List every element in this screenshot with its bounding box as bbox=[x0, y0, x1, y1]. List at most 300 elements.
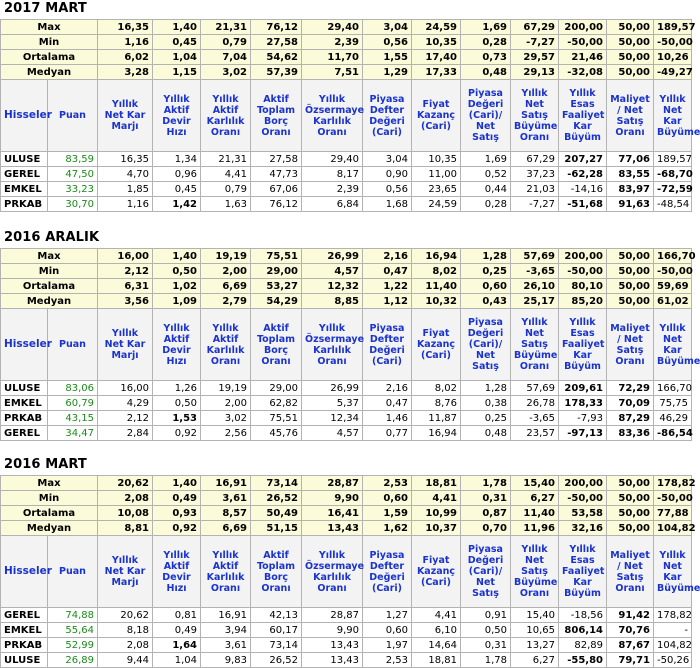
metric-value: 10,65 bbox=[511, 623, 559, 638]
metric-value: -3,65 bbox=[511, 411, 559, 426]
metric-value: 15,40 bbox=[511, 608, 559, 623]
metric-value: 60,17 bbox=[251, 623, 302, 638]
metric-value: 8,18 bbox=[98, 623, 153, 638]
stat-row bbox=[1, 476, 692, 491]
metric-value: 2,00 bbox=[201, 396, 251, 411]
stat-value: 15,40 bbox=[511, 476, 559, 491]
stat-value: 9,90 bbox=[302, 491, 363, 506]
stat-value: 200,00 bbox=[559, 249, 607, 264]
metric-value: 45,76 bbox=[251, 426, 302, 441]
metric-value: 0,60 bbox=[363, 623, 412, 638]
stat-value: 50,00 bbox=[607, 294, 654, 309]
metric-value: 1,28 bbox=[461, 381, 511, 396]
score-value: 83,06 bbox=[48, 381, 98, 396]
stat-label: Ortalama bbox=[1, 279, 98, 294]
stat-value: -3,65 bbox=[511, 264, 559, 279]
metric-value: 75,75 bbox=[654, 396, 692, 411]
stat-value: -50,00 bbox=[654, 264, 692, 279]
column-header: Yıllık Özsermaye Karlılık Oranı bbox=[302, 309, 363, 381]
metric-value: 6,27 bbox=[511, 653, 559, 668]
stat-value: 59,69 bbox=[654, 279, 692, 294]
metric-value: -14,16 bbox=[559, 182, 607, 197]
metric-value: 2,53 bbox=[363, 653, 412, 668]
metric-value: 16,35 bbox=[98, 152, 153, 167]
stat-label: Ortalama bbox=[1, 506, 98, 521]
column-header: Yıllık Net Satış Büyüme Oranı bbox=[511, 536, 559, 608]
metric-value: 62,82 bbox=[251, 396, 302, 411]
column-header: Piyasa Değeri (Cari)/ Net Satış bbox=[461, 80, 511, 152]
stat-value: 61,02 bbox=[654, 294, 692, 309]
column-header-row bbox=[1, 536, 692, 608]
stat-value: 16,41 bbox=[302, 506, 363, 521]
stock-name: GEREL bbox=[1, 167, 48, 182]
metric-value: -48,54 bbox=[654, 197, 692, 212]
metric-value: 1,64 bbox=[153, 638, 201, 653]
stat-value: 77,88 bbox=[654, 506, 692, 521]
stock-name: EMKEL bbox=[1, 182, 48, 197]
metric-value: 16,00 bbox=[98, 381, 153, 396]
column-header: Puan bbox=[48, 536, 98, 608]
stat-value: 0,93 bbox=[153, 506, 201, 521]
score-value: 47,50 bbox=[48, 167, 98, 182]
stat-value: 1,16 bbox=[98, 35, 153, 50]
metric-value: 0,44 bbox=[461, 182, 511, 197]
table-row bbox=[1, 653, 692, 668]
stat-label: Medyan bbox=[1, 294, 98, 309]
column-header: Fiyat Kazanç (Cari) bbox=[412, 309, 461, 381]
metric-value: 16,91 bbox=[201, 608, 251, 623]
stat-value: 57,69 bbox=[511, 249, 559, 264]
metric-value: 14,64 bbox=[412, 638, 461, 653]
metric-value: 79,71 bbox=[607, 653, 654, 668]
metric-value: 19,19 bbox=[201, 381, 251, 396]
metric-value: -7,27 bbox=[511, 197, 559, 212]
stat-value: 0,73 bbox=[461, 50, 511, 65]
column-header: Yıllık Net Kar Marjı bbox=[98, 80, 153, 152]
stat-value: 16,94 bbox=[412, 249, 461, 264]
stat-value: 19,19 bbox=[201, 249, 251, 264]
metric-value: 0,91 bbox=[461, 608, 511, 623]
stat-value: 50,00 bbox=[607, 476, 654, 491]
metric-value: 76,12 bbox=[251, 197, 302, 212]
column-header: Yıllık Aktif Karlılık Oranı bbox=[201, 80, 251, 152]
metric-value: -72,59 bbox=[654, 182, 692, 197]
column-header: Yıllık Aktif Devir Hızı bbox=[153, 80, 201, 152]
stat-value: 16,00 bbox=[98, 249, 153, 264]
metric-value: 4,29 bbox=[98, 396, 153, 411]
stat-value: 1,22 bbox=[363, 279, 412, 294]
metric-value: 2,84 bbox=[98, 426, 153, 441]
stat-value: -50,00 bbox=[654, 491, 692, 506]
stat-value: 73,14 bbox=[251, 476, 302, 491]
stock-name: EMKEL bbox=[1, 623, 48, 638]
stat-value: -50,00 bbox=[559, 35, 607, 50]
metric-value: 0,77 bbox=[363, 426, 412, 441]
stat-value: 0,48 bbox=[461, 65, 511, 80]
stat-value: 26,10 bbox=[511, 279, 559, 294]
column-header: Yıllık Özsermaye Karlılık Oranı bbox=[302, 536, 363, 608]
stat-value: 1,40 bbox=[153, 476, 201, 491]
metric-value: 3,61 bbox=[201, 638, 251, 653]
metric-value: 26,99 bbox=[302, 381, 363, 396]
column-header: Yıllık Esas Faaliyet Kar Büyüm bbox=[559, 80, 607, 152]
metric-value: 21,31 bbox=[201, 152, 251, 167]
metric-value: -50,26 bbox=[654, 653, 692, 668]
metric-value: 0,81 bbox=[153, 608, 201, 623]
stat-value: 1,40 bbox=[153, 249, 201, 264]
column-header: Piyasa Defter Değeri (Cari) bbox=[363, 309, 412, 381]
stat-value: 75,51 bbox=[251, 249, 302, 264]
column-header: Aktif Toplam Borç Oranı bbox=[251, 80, 302, 152]
metric-value: 83,55 bbox=[607, 167, 654, 182]
stat-value: 0,47 bbox=[363, 264, 412, 279]
stat-row bbox=[1, 279, 692, 294]
stat-value: 67,29 bbox=[511, 20, 559, 35]
metric-value: 1,63 bbox=[201, 197, 251, 212]
metric-value: 23,65 bbox=[412, 182, 461, 197]
stat-value: 50,00 bbox=[607, 65, 654, 80]
metric-value: -55,80 bbox=[559, 653, 607, 668]
metric-value: - bbox=[654, 623, 692, 638]
stock-name: PRKAB bbox=[1, 411, 48, 426]
table-row bbox=[1, 152, 692, 167]
stat-value: 6,69 bbox=[201, 279, 251, 294]
metric-value: 83,97 bbox=[607, 182, 654, 197]
column-header: Yıllık Net Kar Büyüme bbox=[654, 309, 692, 381]
column-header: Puan bbox=[48, 80, 98, 152]
stat-value: 0,87 bbox=[461, 506, 511, 521]
metric-value: 67,29 bbox=[511, 152, 559, 167]
stat-label: Max bbox=[1, 249, 98, 264]
metric-value: 166,70 bbox=[654, 381, 692, 396]
stat-row bbox=[1, 521, 692, 536]
column-header: Aktif Toplam Borç Oranı bbox=[251, 309, 302, 381]
metric-value: 178,82 bbox=[654, 608, 692, 623]
stock-name: ULUSE bbox=[1, 381, 48, 396]
table-row bbox=[1, 638, 692, 653]
stat-value: 26,99 bbox=[302, 249, 363, 264]
stat-value: 29,00 bbox=[251, 264, 302, 279]
column-header: Maliyet / Net Satış Oranı bbox=[607, 536, 654, 608]
metric-value: 8,02 bbox=[412, 381, 461, 396]
stat-value: 50,00 bbox=[607, 50, 654, 65]
stat-value: 3,61 bbox=[201, 491, 251, 506]
score-value: 60,79 bbox=[48, 396, 98, 411]
stat-label: Min bbox=[1, 491, 98, 506]
metric-value: 0,28 bbox=[461, 197, 511, 212]
column-header: Yıllık Özsermaye Karlılık Oranı bbox=[302, 80, 363, 152]
stat-value: 25,17 bbox=[511, 294, 559, 309]
stat-row bbox=[1, 491, 692, 506]
stat-value: 3,28 bbox=[98, 65, 153, 80]
metric-value: 20,62 bbox=[98, 608, 153, 623]
metric-value: 42,13 bbox=[251, 608, 302, 623]
metric-value: 11,87 bbox=[412, 411, 461, 426]
stat-value: 6,31 bbox=[98, 279, 153, 294]
metric-value: 13,27 bbox=[511, 638, 559, 653]
stat-value: 3,56 bbox=[98, 294, 153, 309]
metric-value: 28,87 bbox=[302, 608, 363, 623]
stat-value: -32,08 bbox=[559, 65, 607, 80]
column-header: Yıllık Aktif Karlılık Oranı bbox=[201, 309, 251, 381]
metric-value: 70,09 bbox=[607, 396, 654, 411]
stats-table bbox=[0, 475, 700, 668]
metric-value: 1,27 bbox=[363, 608, 412, 623]
metric-value: 27,58 bbox=[251, 152, 302, 167]
table-row bbox=[1, 426, 692, 441]
stat-label: Ortalama bbox=[1, 50, 98, 65]
stat-value: 1,28 bbox=[461, 249, 511, 264]
metric-value: 0,92 bbox=[153, 426, 201, 441]
stat-value: 2,12 bbox=[98, 264, 153, 279]
stat-label: Min bbox=[1, 35, 98, 50]
table-row bbox=[1, 182, 692, 197]
metric-value: 6,10 bbox=[412, 623, 461, 638]
metric-value: 73,14 bbox=[251, 638, 302, 653]
stat-label: Medyan bbox=[1, 521, 98, 536]
metric-value: 21,03 bbox=[511, 182, 559, 197]
stat-value: 50,00 bbox=[607, 35, 654, 50]
stat-value: 1,04 bbox=[153, 50, 201, 65]
metric-value: 9,90 bbox=[302, 623, 363, 638]
stat-value: 17,33 bbox=[412, 65, 461, 80]
column-header-row bbox=[1, 80, 692, 152]
stat-value: 54,62 bbox=[251, 50, 302, 65]
stat-value: 76,12 bbox=[251, 20, 302, 35]
metric-value: 1,26 bbox=[153, 381, 201, 396]
metric-value: 209,61 bbox=[559, 381, 607, 396]
stat-value: 11,70 bbox=[302, 50, 363, 65]
stat-label: Max bbox=[1, 476, 98, 491]
stat-value: 3,04 bbox=[363, 20, 412, 35]
metric-value: -18,56 bbox=[559, 608, 607, 623]
stat-value: 0,31 bbox=[461, 491, 511, 506]
metric-value: 16,94 bbox=[412, 426, 461, 441]
table-row bbox=[1, 623, 692, 638]
stat-value: 0,45 bbox=[153, 35, 201, 50]
stat-value: 13,43 bbox=[302, 521, 363, 536]
metric-value: 0,79 bbox=[201, 182, 251, 197]
stat-value: 6,69 bbox=[201, 521, 251, 536]
stat-value: 50,00 bbox=[607, 20, 654, 35]
stat-value: 32,16 bbox=[559, 521, 607, 536]
metric-value: 9,83 bbox=[201, 653, 251, 668]
metric-value: 2,16 bbox=[363, 381, 412, 396]
stat-value: 51,15 bbox=[251, 521, 302, 536]
stat-value: 0,43 bbox=[461, 294, 511, 309]
stat-value: 8,81 bbox=[98, 521, 153, 536]
metric-value: 2,39 bbox=[302, 182, 363, 197]
metric-value: 13,43 bbox=[302, 638, 363, 653]
metric-value: -68,70 bbox=[654, 167, 692, 182]
metric-value: 1,68 bbox=[363, 197, 412, 212]
metric-value: 47,73 bbox=[251, 167, 302, 182]
stats-table bbox=[0, 248, 700, 441]
score-value: 34,47 bbox=[48, 426, 98, 441]
stat-value: 0,92 bbox=[153, 521, 201, 536]
stat-value: 1,62 bbox=[363, 521, 412, 536]
stat-value: 2,39 bbox=[302, 35, 363, 50]
stat-value: 1,78 bbox=[461, 476, 511, 491]
stat-row bbox=[1, 506, 692, 521]
metric-value: 87,29 bbox=[607, 411, 654, 426]
column-header: Yıllık Net Kar Marjı bbox=[98, 309, 153, 381]
metric-value: 83,36 bbox=[607, 426, 654, 441]
metric-value: 104,82 bbox=[654, 638, 692, 653]
stat-value: 29,13 bbox=[511, 65, 559, 80]
stat-value: 4,41 bbox=[412, 491, 461, 506]
stat-row bbox=[1, 264, 692, 279]
stat-value: 21,46 bbox=[559, 50, 607, 65]
column-header: Yıllık Net Satış Büyüme Oranı bbox=[511, 80, 559, 152]
stock-name: GEREL bbox=[1, 426, 48, 441]
stat-value: 10,08 bbox=[98, 506, 153, 521]
metric-value: 2,56 bbox=[201, 426, 251, 441]
metric-value: 0,45 bbox=[153, 182, 201, 197]
metric-value: 91,42 bbox=[607, 608, 654, 623]
stat-value: 16,91 bbox=[201, 476, 251, 491]
metric-value: 3,04 bbox=[363, 152, 412, 167]
score-value: 74,88 bbox=[48, 608, 98, 623]
metric-value: 0,56 bbox=[363, 182, 412, 197]
column-header: Hisseler bbox=[1, 80, 48, 152]
metric-value: 26,52 bbox=[251, 653, 302, 668]
column-header: Yıllık Net Kar Büyüme bbox=[654, 536, 692, 608]
stat-value: 1,40 bbox=[153, 20, 201, 35]
table-row bbox=[1, 396, 692, 411]
table-row bbox=[1, 411, 692, 426]
metric-value: -86,54 bbox=[654, 426, 692, 441]
section-title: 2016 ARALIK bbox=[4, 230, 100, 245]
metric-value: 0,96 bbox=[153, 167, 201, 182]
stat-label: Medyan bbox=[1, 65, 98, 80]
stat-value: 7,04 bbox=[201, 50, 251, 65]
metric-value: 0,90 bbox=[363, 167, 412, 182]
metric-value: 1,85 bbox=[98, 182, 153, 197]
column-header: Puan bbox=[48, 309, 98, 381]
column-header: Piyasa Değeri (Cari)/ Net Satış bbox=[461, 309, 511, 381]
stat-value: 53,58 bbox=[559, 506, 607, 521]
column-header: Yıllık Esas Faaliyet Kar Büyüm bbox=[559, 309, 607, 381]
metric-value: 1,53 bbox=[153, 411, 201, 426]
stat-value: 0,60 bbox=[461, 279, 511, 294]
metric-value: 0,48 bbox=[461, 426, 511, 441]
metric-value: 4,70 bbox=[98, 167, 153, 182]
metric-value: 72,29 bbox=[607, 381, 654, 396]
metric-value: 4,57 bbox=[302, 426, 363, 441]
metric-value: 0,52 bbox=[461, 167, 511, 182]
metric-value: 1,04 bbox=[153, 653, 201, 668]
metric-value: 0,47 bbox=[363, 396, 412, 411]
metric-value: 0,49 bbox=[153, 623, 201, 638]
stat-value: 21,31 bbox=[201, 20, 251, 35]
stat-value: 50,00 bbox=[607, 506, 654, 521]
stat-value: 20,62 bbox=[98, 476, 153, 491]
stat-row bbox=[1, 35, 692, 50]
metric-value: 87,67 bbox=[607, 638, 654, 653]
stat-value: 0,28 bbox=[461, 35, 511, 50]
metric-value: 91,63 bbox=[607, 197, 654, 212]
metric-value: 12,34 bbox=[302, 411, 363, 426]
stat-value: 0,60 bbox=[363, 491, 412, 506]
stat-value: 17,40 bbox=[412, 50, 461, 65]
stat-value: 29,40 bbox=[302, 20, 363, 35]
stat-value: 2,00 bbox=[201, 264, 251, 279]
metric-value: 4,41 bbox=[412, 608, 461, 623]
stat-value: 11,96 bbox=[511, 521, 559, 536]
stat-value: 1,12 bbox=[363, 294, 412, 309]
column-header: Hisseler bbox=[1, 309, 48, 381]
metric-value: 37,23 bbox=[511, 167, 559, 182]
metric-value: 70,76 bbox=[607, 623, 654, 638]
stat-value: 10,99 bbox=[412, 506, 461, 521]
stat-value: -7,27 bbox=[511, 35, 559, 50]
stat-value: 8,02 bbox=[412, 264, 461, 279]
metric-value: 18,81 bbox=[412, 653, 461, 668]
metric-value: -62,28 bbox=[559, 167, 607, 182]
metric-value: 23,57 bbox=[511, 426, 559, 441]
metric-value: 2,08 bbox=[98, 638, 153, 653]
metric-value: 1,97 bbox=[363, 638, 412, 653]
stat-value: 80,10 bbox=[559, 279, 607, 294]
stat-value: 50,00 bbox=[607, 249, 654, 264]
stat-value: 1,69 bbox=[461, 20, 511, 35]
stat-value: 54,29 bbox=[251, 294, 302, 309]
metric-value: 2,12 bbox=[98, 411, 153, 426]
metric-value: 1,42 bbox=[153, 197, 201, 212]
table-row bbox=[1, 381, 692, 396]
column-header: Yıllık Net Kar Marjı bbox=[98, 536, 153, 608]
section-title: 2016 MART bbox=[4, 457, 87, 472]
metric-value: 13,43 bbox=[302, 653, 363, 668]
stat-value: 18,81 bbox=[412, 476, 461, 491]
column-header: Hisseler bbox=[1, 536, 48, 608]
stat-value: 189,57 bbox=[654, 20, 692, 35]
stock-name: ULUSE bbox=[1, 653, 48, 668]
metric-value: 3,02 bbox=[201, 411, 251, 426]
stat-value: 2,16 bbox=[363, 249, 412, 264]
stat-value: -50,00 bbox=[559, 491, 607, 506]
column-header: Aktif Toplam Borç Oranı bbox=[251, 536, 302, 608]
stat-value: 53,27 bbox=[251, 279, 302, 294]
metric-value: 0,50 bbox=[153, 396, 201, 411]
stat-value: 11,40 bbox=[412, 279, 461, 294]
stat-value: 0,56 bbox=[363, 35, 412, 50]
stat-value: 3,02 bbox=[201, 65, 251, 80]
stat-value: 2,53 bbox=[363, 476, 412, 491]
metric-value: 75,51 bbox=[251, 411, 302, 426]
metric-value: -97,13 bbox=[559, 426, 607, 441]
metric-value: 1,34 bbox=[153, 152, 201, 167]
metric-value: 4,41 bbox=[201, 167, 251, 182]
metric-value: 11,00 bbox=[412, 167, 461, 182]
stat-value: 10,26 bbox=[654, 50, 692, 65]
stat-value: -49,27 bbox=[654, 65, 692, 80]
stat-value: 200,00 bbox=[559, 476, 607, 491]
stat-value: 11,40 bbox=[511, 506, 559, 521]
stat-label: Max bbox=[1, 20, 98, 35]
score-value: 83,59 bbox=[48, 152, 98, 167]
stat-value: 50,00 bbox=[607, 521, 654, 536]
metric-value: 0,25 bbox=[461, 411, 511, 426]
stat-value: 16,35 bbox=[98, 20, 153, 35]
metric-value: -7,93 bbox=[559, 411, 607, 426]
score-value: 26,89 bbox=[48, 653, 98, 668]
stat-value: 8,85 bbox=[302, 294, 363, 309]
column-header: Yıllık Aktif Devir Hızı bbox=[153, 536, 201, 608]
stat-value: 8,57 bbox=[201, 506, 251, 521]
score-value: 43,15 bbox=[48, 411, 98, 426]
